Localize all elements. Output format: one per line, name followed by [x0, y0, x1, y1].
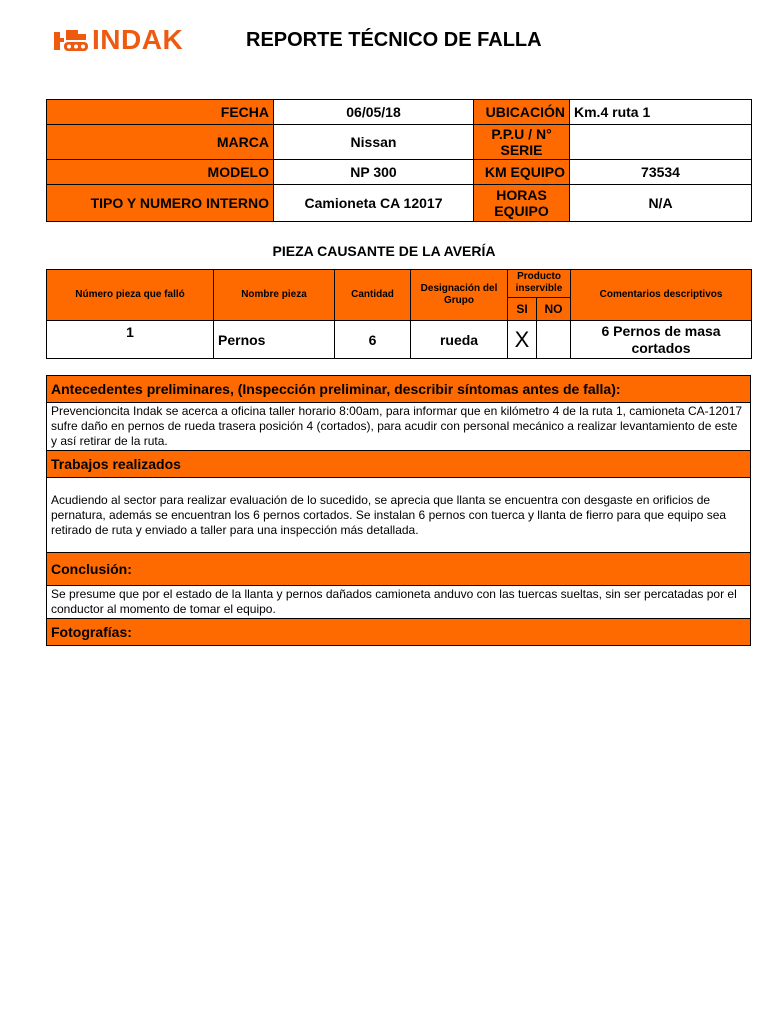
- tipo-value: Camioneta CA 12017: [274, 185, 474, 222]
- antecedentes-text: Prevencioncita Indak se acerca a oficina taller horario 8:00am, para informar que en kilómetro 4 de la ruta 1, camioneta CA-12017 sufre daño en pernos de rueda trasera posición 4 (cortados), para acudir con personal mecánico a realizar levantamiento de este y así retirar de la ruta.: [47, 403, 751, 451]
- info-row-fecha: [47, 100, 752, 125]
- conclusion-heading: Conclusión:: [47, 553, 751, 586]
- modelo-value: NP 300: [274, 160, 474, 185]
- ubicacion-value: Km.4 ruta 1: [570, 100, 752, 125]
- info-row-marca: [47, 125, 752, 160]
- page-title: REPORTE TÉCNICO DE FALLA: [246, 29, 542, 51]
- header-numero: Número pieza que falló: [47, 270, 214, 321]
- ppu-value: [570, 125, 752, 160]
- trabajos-heading: Trabajos realizados: [47, 451, 751, 478]
- km-value: 73534: [570, 160, 752, 185]
- part-si-mark: X: [508, 321, 537, 359]
- antecedentes-heading: Antecedentes preliminares, (Inspección preliminar, describir síntomas antes de falla):: [47, 376, 751, 403]
- part-cantidad: 6: [335, 321, 411, 359]
- km-label: KM EQUIPO: [474, 160, 570, 185]
- bulldozer-icon: [52, 26, 90, 54]
- ppu-label: P.P.U / N° SERIE: [474, 125, 570, 160]
- header-nombre: Nombre pieza: [214, 270, 335, 321]
- part-comentarios: 6 Pernos de masa cortados: [571, 321, 752, 359]
- horas-value: N/A: [570, 185, 752, 222]
- header-si: SI: [508, 297, 537, 320]
- table-row: [47, 321, 752, 359]
- part-nombre: Pernos: [214, 321, 335, 359]
- ubicacion-label: UBICACIÓN: [474, 100, 570, 125]
- conclusion-text: Se presume que por el estado de la llanta y pernos dañados camioneta anduvo con las tuercas sueltas, sin ser percatadas por el conductor al momento de tomar el equipo.: [47, 586, 751, 619]
- part-no-mark: [537, 321, 571, 359]
- info-row-modelo: [47, 160, 752, 185]
- tipo-label: TIPO Y NUMERO INTERNO: [47, 185, 274, 222]
- horas-label: HORAS EQUIPO: [474, 185, 570, 222]
- header-no: NO: [537, 297, 571, 320]
- marca-label: MARCA: [47, 125, 274, 160]
- info-row-tipo: [47, 185, 752, 222]
- logo-text: INDAK: [92, 24, 184, 55]
- fecha-label: FECHA: [47, 100, 274, 125]
- header-cantidad: Cantidad: [335, 270, 411, 321]
- parts-header-row: [47, 270, 752, 298]
- part-grupo: rueda: [411, 321, 508, 359]
- part-numero: 1: [47, 321, 214, 359]
- trabajos-text: Acudiendo al sector para realizar evaluación de lo sucedido, se aprecia que llanta se encuentra con desgaste en orificios de pernatura, además se encuentran los 6 pernos cortados. Se instalan 6 pernos con tuerca y llanta de fierro para que equipo sea retirado de ruta y enviado a taller para una inspección más detallada.: [47, 478, 751, 553]
- parts-table: [46, 269, 752, 359]
- fotografias-heading: Fotografías:: [47, 619, 751, 646]
- fecha-value: 06/05/18: [274, 100, 474, 125]
- header-grupo: Designación del Grupo: [411, 270, 508, 321]
- header-producto: Producto inservible: [508, 270, 571, 298]
- parts-section-title: PIEZA CAUSANTE DE LA AVERÍA: [272, 243, 496, 259]
- equipment-info-table: [46, 99, 752, 222]
- report-sections: [46, 375, 751, 646]
- header-comentarios: Comentarios descriptivos: [571, 270, 752, 321]
- marca-value: Nissan: [274, 125, 474, 160]
- modelo-label: MODELO: [47, 160, 274, 185]
- indak-logo: [52, 24, 208, 56]
